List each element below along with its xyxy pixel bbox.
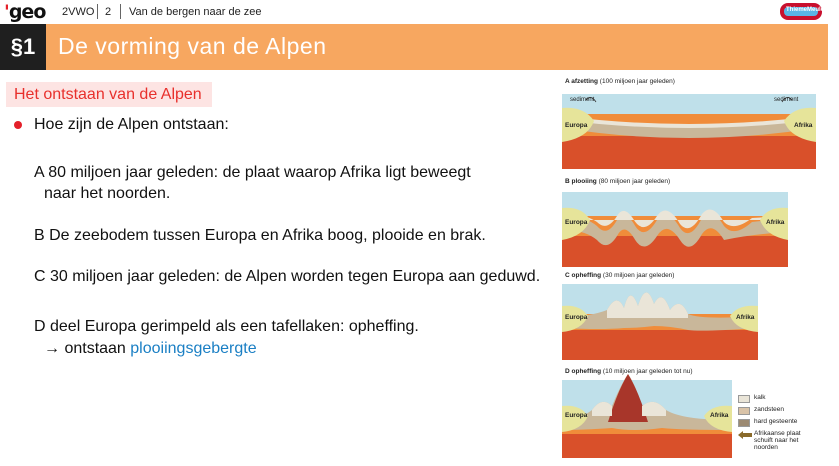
- legend-kalk: kalk: [738, 394, 828, 404]
- level-label: 2VWO: [62, 6, 95, 18]
- step-a-line2: naar het noorden.: [44, 185, 171, 202]
- title-bar: [0, 24, 828, 70]
- step-c: C 30 miljoen jaar geleden: de Alpen worden tegen Europa aan geduwd.: [34, 268, 541, 285]
- diagram-c-graphic: [562, 270, 758, 360]
- legend-hard-gesteente: hard gesteente: [738, 418, 828, 428]
- diagram-d-title: D opheffing (10 miljoen jaar geleden tot nu): [565, 368, 693, 375]
- diagram-a-graphic: [562, 76, 816, 169]
- bullet-icon: [14, 121, 22, 129]
- diagram-c-afrika-label: Afrika: [736, 314, 755, 321]
- top-bar: [0, 0, 839, 24]
- arrow-prefix: → ontstaan: [44, 340, 126, 357]
- diagram-a-afrika-label: Afrika: [794, 122, 813, 129]
- divider: [120, 4, 121, 19]
- arrow-left-icon: [738, 431, 752, 439]
- sediment-left-label: sediment: [570, 97, 595, 103]
- page-title: De vorming van de Alpen: [58, 33, 327, 59]
- diagram-b-europa-label: Europa: [565, 219, 588, 226]
- diagram-a-title: A afzetting (100 miljoen jaar geleden): [565, 78, 675, 85]
- diagram-d-afrika-label: Afrika: [710, 412, 729, 419]
- diagram-b-graphic: [562, 176, 788, 267]
- chapter-title: Van de bergen naar de zee: [129, 6, 262, 18]
- diagram-d-europa-label: Europa: [565, 412, 588, 419]
- publisher-logo: ThiemeMeulenhoff: [780, 3, 822, 20]
- diagram-b-title: B plooiing (80 miljoen jaar geleden): [565, 178, 671, 185]
- question-text: Hoe zijn de Alpen ontstaan:: [34, 116, 229, 133]
- result-line: [44, 340, 257, 358]
- step-a-line1: A 80 miljoen jaar geleden: de plaat waarop Afrika ligt beweegt: [34, 164, 471, 181]
- step-b: B De zeebodem tussen Europa en Afrika boog, plooide en brak.: [34, 227, 486, 244]
- step-d: D deel Europa gerimpeld als een tafellaken: opheffing.: [34, 318, 419, 335]
- diagram-b: [562, 176, 788, 267]
- diagram-a: [562, 76, 816, 169]
- diagram-d: [562, 366, 732, 458]
- diagram-d-graphic: [562, 366, 732, 458]
- chapter-number: 2: [105, 6, 112, 18]
- sediment-right-label: sediment: [774, 97, 799, 103]
- diagram-c: [562, 270, 758, 360]
- legend-zandsteen: zandsteen: [738, 406, 828, 416]
- diagram-c-europa-label: Europa: [565, 314, 588, 321]
- geo-logo: 'geo: [4, 1, 46, 23]
- diagram-c-title: C opheffing (30 miljoen jaar geleden): [565, 272, 675, 279]
- divider: [97, 4, 98, 19]
- section-number: §1: [0, 24, 46, 70]
- diagram-b-afrika-label: Afrika: [766, 219, 785, 226]
- plooiingsgebergte-link[interactable]: plooiingsgebergte: [130, 340, 257, 357]
- subheading: Het ontstaan van de Alpen: [6, 82, 212, 107]
- diagram-a-europa-label: Europa: [565, 122, 588, 129]
- legend-plate-arrow: Afrikaanse plaat schuift naar het noorden: [738, 430, 828, 454]
